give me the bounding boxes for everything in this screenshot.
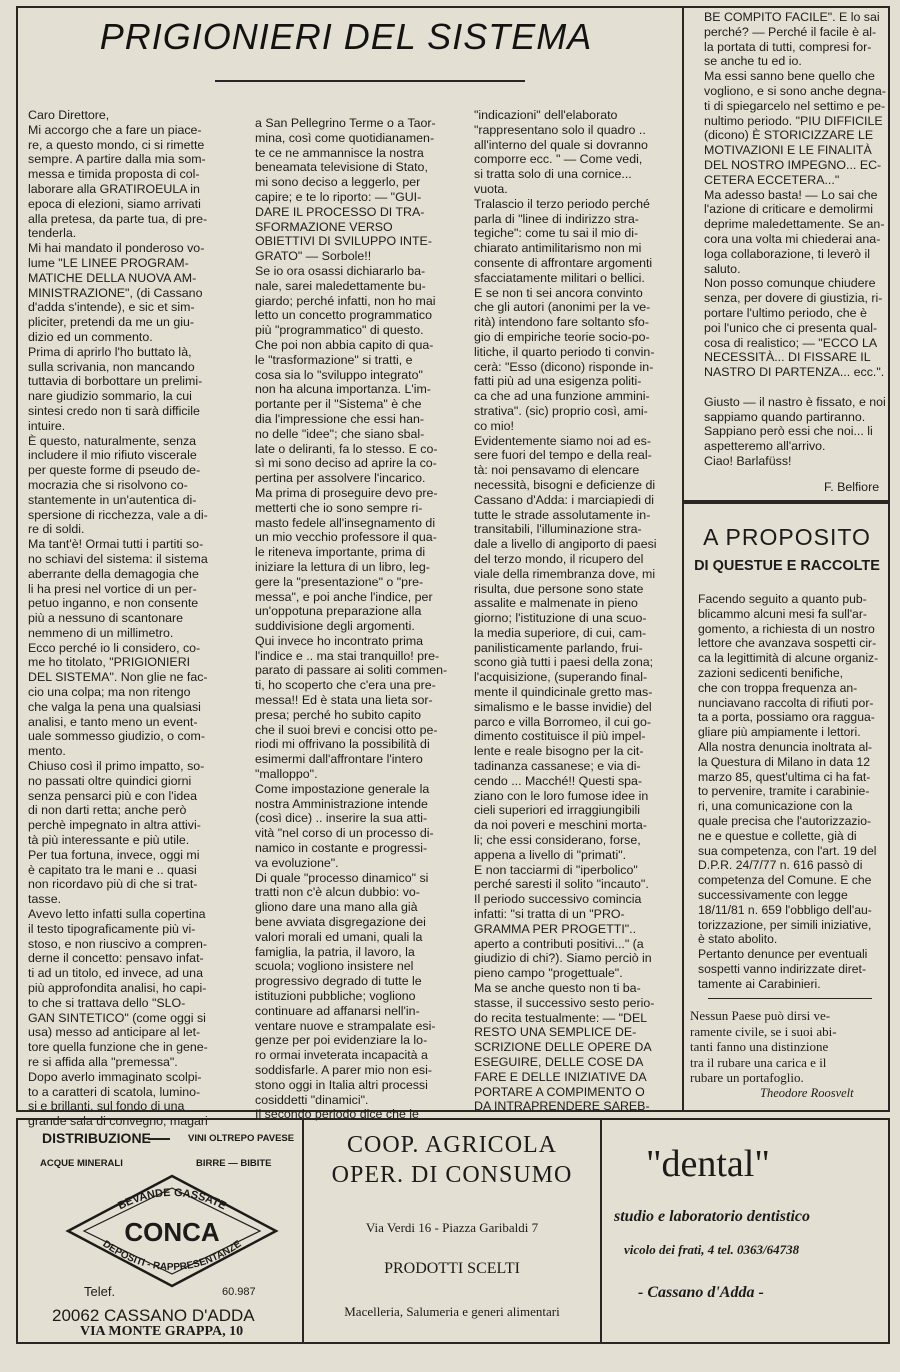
conca-address: VIA MONTE GRAPPA, 10 (80, 1324, 244, 1339)
conca-arc-bottom: DEPOSITI - RAPPRESENTANZE (100, 1238, 244, 1274)
title-divider (215, 80, 525, 82)
coop-products: PRODOTTI SCELTI (384, 1260, 520, 1277)
coop-categories: Macelleria, Salumeria e generi alimentari (344, 1304, 560, 1319)
dental-line2: vicolo dei frati, 4 tel. 0363/64738 (624, 1242, 800, 1257)
dental-line3: - Cassano d'Adda - (638, 1284, 764, 1301)
birre-label: BIRRE — BIBITE (196, 1158, 272, 1169)
dental-ad (604, 1120, 888, 1342)
article-column-4: BE COMPITO FACILE". E lo sai perché? — Perché il facile è al- la portata di tutti, compresi for- se anche tu ed io. Ma essi sanno bene quello che vogliono, e si sono anche degna- ti di spiegarcelo nel settimo e pe- nultimo periodo. "PIU DIFFICILE (dicono) È STORICIZZARE LE MOTIVAZIONI E LE FINALITÀ DEL NOSTRO IMPEGNO... EC- CETERA ECCETERA..." Ma adesso basta! — Lo sai che l'azione di criticare e demolirmi deprime maledettamente. Se an- cora una volta mi chiederai ana- loga collaborazione, ti leverò il saluto. Non posso comunque chiudere senza, per dovere di giustizia, ri- portare l'ultimo periodo, che è poi l'unico che ci presenta qual- cosa di realistico; — "ECCO LA NECESSITÀ... DI FISSARE IL NASTRO DI PARTENZA... ecc.". Giusto — il nastro è fissato, e noi sappiamo quando partiranno. Sappiano però essi che noi... li aspetteremo all'arrivo. Ciao! Barlafüss! (704, 10, 886, 468)
dash-1 (148, 1138, 170, 1140)
proposito-title: A PROPOSITO (703, 524, 871, 550)
article-signature: F. Belfiore (824, 480, 880, 494)
proposito-subtitle: DI QUESTUE E RACCOLTE (694, 558, 880, 574)
telef-label: Telef. (84, 1284, 116, 1299)
conca-city: 20062 CASSANO D'ADDA (52, 1306, 255, 1325)
telef-number: 60.987 (222, 1286, 256, 1298)
coop-line2: OPER. DI CONSUMO (331, 1162, 573, 1188)
article-column-3: "indicazioni" dell'elaborato "rappresentano solo il quadro .. all'interno del quale si dovranno comporre ecc. " — Come vedi, si tratta solo di una cornice... vuota. Tralascio il terzo periodo perché parla di "linee di indirizzo stra- tegiche": come tu sai il mio di- chiarato antimilitarismo non mi consente di affrontare argomenti sfacciatamente militari o bellici. E se non ti sei ancora convinto che gli autori (anonimi per la ve- rità) intendono fare soltanto sfo- gio di empiriche teorie socio-po- litiche, il quarto periodo ti convin- cerà: "Esso (dicono) risponde in- fatti più ad una esigenza politi- ca che ad una funzione ammini- strativa". (sic) proprio così, ami- co mio! Evidentemente siamo noi ad es- sere fuori del tempo e della real- tà: noi pensavamo di elencare necessità, bisogni e deficienze di Cassano d'Adda: i marciapiedi di tutte le strade assolutamente in- transitabili, l'illuminazione stra- dale a livello di angiporto di paesi del terzo mondo, il ricupero del viale della rimembranza dove, mi risulta, due persone sono state assalite e malmenate in pieno giorno; l'istituzione di una scuo- la media superiore, di cui, cam- panilisticamente parlando, frui- scono già tutti i paesi della zona; l'acquisizione, (superando final- mente il quindicinale gretto mas- simalismo e le basse invidie) del parco e villa Borromeo, il cui go- dimento costituisce il più impel- lente e reale bisogno per la cit- tadinanza cassanese; e via di- cendo ... Macché!! Questi spa- ziano con le loro fumose idee in cieli superiori ed irraggiungibili da noi poveri e meschini morta- li; che essi considerano, forse, appena a livello di "primati". E non tacciarmi di "iperbolico" perché saresti il solito "incauto". Il periodo successivo comincia infatti: "si tratta di un "PRO- GRAMMA PER PROGETTI".. aperto a contributi positivi..." (a giudizio di chi?). Siamo perciò in pieno campo "progettuale". Ma se anche questo non ti ba- stasse, il successivo sesto perio- do recita testualmente: — "DEL RESTO UNA SEMPLICE DE- SCRIZIONE DELLE OPERE DA ESEGUIRE, DELLE COSE DA FARE E DELLE INIZIATIVE DA PORTARE A COMPIMENTO O DA INTRAPRENDERE SAREB- (474, 108, 657, 1114)
acque-label: ACQUE MINERALI (40, 1158, 123, 1169)
proposito-body: Facendo seguito a quanto pub- blicammo alcuni mesi fa sull'ar- gomento, a richiesta di un nostro lettore che avanzava sospetti cir- ca la legittimità di alcune organiz- zazioni sedicenti benifiche, che con troppa frequenza an- nunciavano raccolta di rifiuti por- ta a porta, possiamo ora raggua- gliare più ampiamente i lettori. Alla nostra denuncia inoltrata al- la Questura di Milano in data 12 marzo 85, quest'ultima ci ha fat- to pervenire, tramite i carabinie- ri, una comunicazione con la quale precisa che l'autorizzazio- ne e questue e collette, già di sua competenza, con l'art. 19 del D.P.R. 24/7/77 n. 616 passò di competenza del Comune. E che successivamente con legge 18/11/81 n. 659 l'obbligo dell'au- torizzazione, per simili iniziative, è stato abolito. Pertanto denunce per eventuali sospetti vanno indirizzate diret- tamente ai Carabinieri. (698, 592, 879, 991)
article-column-2: a San Pellegrino Terme o a Taor- mina, così come quotidianamen- te ce ne ammanniscе la nostra beneamata televisione di Stato, mi sono deciso a leggerlo, per capire; e te lo riporto: — "GUI- DARE IL PROCESSO DI TRA- SFORMAZIONE VERSO OBIETTIVI DI SVILUPPO INTE- GRATO" — Sorbole!! Se io ora osassi dichiararlo ba- nale, sarei maledettamente bu- giardo; perché infatti, non ho mai letto un concetto programmatico più "programmatico" di questo. Che poi non abbia capito di qua- le "trasformazione" si tratti, e cosa sia lo "sviluppo integrato" non ha alcuna importanza. L'im- portante per il "Sistema" è che dia l'impressione che essi han- no delle "idee"; che siano sbal- late o deliranti, fa lo stesso. E co- sì mi sono deciso ad aprire la co- pertina per assolvere l'incarico. Ma prima di proseguire devo pre- mettertі che io sono sempre ri- masto fedele all'insegnamento di un mio vecchio professore il qua- le riteneva importante, prima di iniziare la lettura di un libro, leg- gere la "presentazione" o "pre- messa", e poi anche l'indice, per un'oppotuna preparazione alla suddivisione degli argomenti. Qui invece ho incontrato prima l'indice e .. ma stai tranquillo! pre- parato di passare ai soliti commen- ti, ho scoperto che c'era una pre- messa!! Ed è stata una lieta sor- presa; perché ho subito capito che il suoi brevi e concisi otto pe- riodi mi offrivano la possibilità di esimermi dall'affrontare l'intero "malloppo". Come impostazione generale la nostra Amministrazione intende (così dice) .. inserire la sua atti- vità "nel corso di un processo di- namico in costante e progressi- va evoluzione". Di quale "processo dinamico" si tratti non c'è alcun dubbio: vo- gliono dare una mano alla già bene avviata disgregazione dei valori morali ed umani, quali la famiglia, la patria, il lavoro, la scuola; vogliono insistere nel progressivo degrado di tutte le istituzioni pubbliche; vogliono continuare ad affanarsi nell'in- ventare nuove e strampalate esi- genze per poi evidenziare la lo- ro ormai inveterata incapacità a soddisfarle. A parer mio non esi- stono oggi in Italia altri processi cosiddetti "dinamici". Il secondo periodo dice che le (255, 116, 448, 1122)
roosevelt-quote: Nessun Paese può dirsi ve- ramente civile, se i suoi abi- tanti fanno una distinzione tra il rubare una carica e il rubare un portafoglio. (690, 1008, 837, 1085)
article-column-1: Caro Direttore, Mi accorgo che a fare un piace- re, a questo mondo, ci si rimette sempre. A partire dalla mia som- messa e timida proposta di col- laborare alla GRATIROEULA in epoca di elezioni, siamo arrivati alla pretesa, da parte tua, di pre- tenderla. Mi hai mandato il ponderoso vo- lume "LE LINEE PROGRAM- MATICHE DELLA NUOVA AM- MINISTRAZIONE", (di Cassano d'adda s'intende), e sic et sim- pliciter, pretendi da me un giu- dizio ed un commento. Prima di aprirlo l'ho buttato là, sulla scrivania, non mancando tuttavia di borbottare un prelimi- nare giudizio sommario, la cui sintesi credo non ti sarà difficile intuire. È questo, naturalmente, senza includere il mio rifiuto viscerale per queste forme di pseudo de- mocrazia che si risolvono co- stantemente in un'autentica di- spersione di ricchezza, vale a di- re di soldi. Ma tant'è! Ormai tutti i partiti so- no schiavi del sistema: il sistema aberrante della demagogia che li ha presi nel vortice di un per- petuo inganno, e non consente più a nessuno di scantonare nemmeno di un millimetro. Ecco perché io li considero, co- me ho titolato, "PRIGIONIERI DEL SISTEMA". Non glie ne fac- cio una colpa; ma non ritengo che valga la pena una qualsiasi analisi, e tanto meno un event- uale sommesso giudizio, o com- mento. Chiuso così il primo impatto, so- no passati oltre quindici giorni senza pensarci più e con l'idea di non darti retta; anche però perchè impegnato in altra attivi- tà più interessante e più utile. Per tua fortuna, invece, oggi mi è capitato tra le mani e .. quasi non ricordavo più di che si trat- tasse. Avevo letto infatti sulla copertina il testo tipograficamente più vi- stoso, e non riuscivo a compren- derne il concetto: pensavo infat- ti ad un titolo, ed invece, ad una più approfondita analisi, ho capi- to che si trattava dello "SLO- GAN SINTETICO" (come oggi si usa) messo ad anticipare al let- tore quella funzione che in gene- re si affida alla "premessa". Dopo averlo immaginato scolpi- to a caratteri di scatola, lumino- si e brillanti, sul fondo di una grande sala di convegno, magari (28, 108, 208, 1129)
article-title: PRIGIONIERI DEL SISTEMA (99, 16, 593, 57)
quote-divider (708, 998, 872, 999)
dental-line1: studio e laboratorio dentistico (614, 1208, 811, 1225)
coop-line1: COOP. AGRICOLA (346, 1132, 558, 1158)
dental-name: "dental" (646, 1143, 770, 1185)
vini-label: VINI OLTREPO PAVESE (188, 1133, 295, 1144)
conca-logo (64, 1172, 280, 1290)
coop-ad (304, 1120, 600, 1342)
conca-arc-top: BEVANDE GASSATE (116, 1186, 228, 1213)
coop-address: Via Verdi 16 - Piazza Garibaldi 7 (365, 1220, 539, 1235)
distribuzione-label: DISTRIBUZIONE (42, 1130, 151, 1146)
conca-ad (18, 1120, 300, 1342)
quote-author: Theodore Roosvelt (760, 1086, 854, 1100)
conca-brand: CONCA (124, 1217, 220, 1247)
ad-divider-2 (600, 1118, 602, 1344)
